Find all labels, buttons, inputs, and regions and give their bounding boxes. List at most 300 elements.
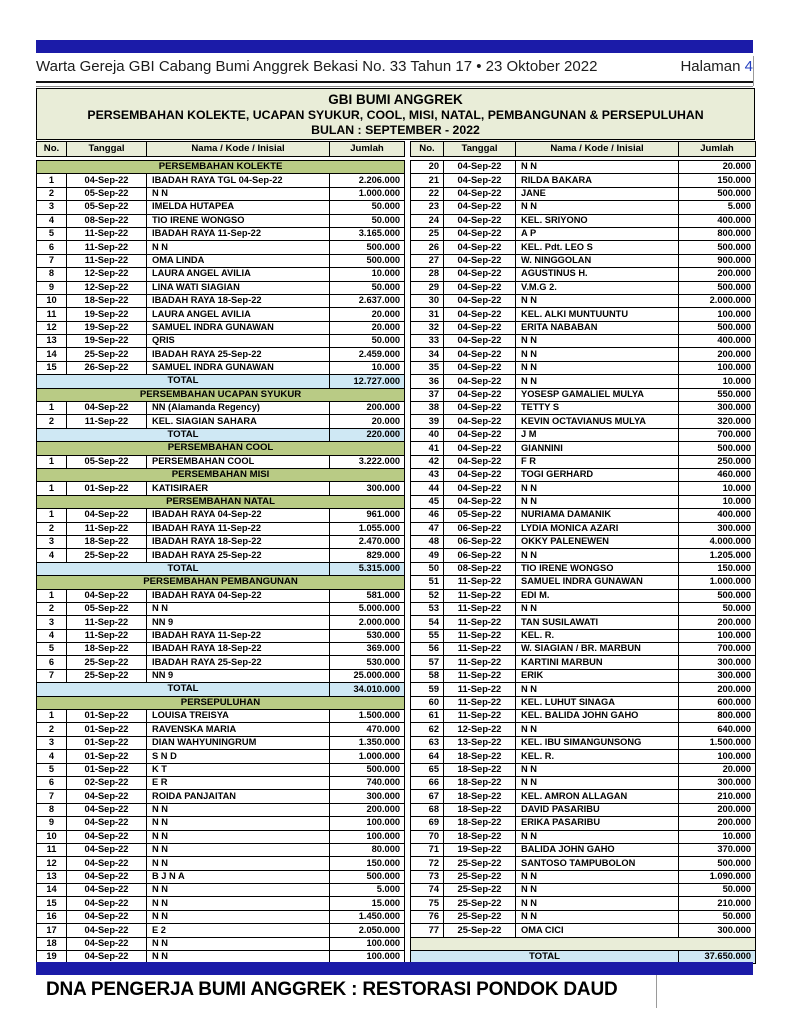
church-name: GBI BUMI ANGGREK <box>328 91 463 107</box>
row-number: 66 <box>411 776 444 789</box>
row-date: 04-Sep-22 <box>444 308 516 321</box>
row-number: 65 <box>411 763 444 776</box>
row-number: 75 <box>411 897 444 910</box>
row-date: 19-Sep-22 <box>444 843 516 856</box>
row-name: N N <box>516 897 679 910</box>
row-number: 48 <box>411 535 444 548</box>
row-name: A P <box>516 227 679 240</box>
row-number: 31 <box>411 308 444 321</box>
row-date: 06-Sep-22 <box>444 535 516 548</box>
scan-artifact-line-top <box>753 56 754 86</box>
row-date: 04-Sep-22 <box>67 937 147 950</box>
row-date: 01-Sep-22 <box>67 710 147 723</box>
row-amount: 2.470.000 <box>330 535 405 548</box>
row-name: ERIKA PASARIBU <box>516 817 679 830</box>
row-amount: 400.000 <box>679 509 756 522</box>
table-row <box>411 723 756 736</box>
row-amount: 1.000.000 <box>679 576 756 589</box>
section-header-row <box>37 161 405 174</box>
row-date: 11-Sep-22 <box>444 643 516 656</box>
row-date: 01-Sep-22 <box>67 482 147 495</box>
row-amount: 3.165.000 <box>330 227 405 240</box>
row-number: 4 <box>37 214 67 227</box>
row-number: 72 <box>411 857 444 870</box>
row-number: 29 <box>411 281 444 294</box>
row-amount: 10.000 <box>679 495 756 508</box>
row-name: IBADAH RAYA 18-Sep-22 <box>147 643 330 656</box>
row-date: 04-Sep-22 <box>67 951 147 964</box>
table-row <box>37 616 405 629</box>
row-number: 3 <box>37 535 67 548</box>
col-no: No. <box>37 142 67 157</box>
row-number: 40 <box>411 428 444 441</box>
row-amount: 150.000 <box>679 174 756 187</box>
row-amount: 2.637.000 <box>330 294 405 307</box>
row-date: 19-Sep-22 <box>67 308 147 321</box>
table-row <box>37 187 405 200</box>
row-amount: 530.000 <box>330 629 405 642</box>
row-amount: 100.000 <box>679 361 756 374</box>
row-number: 56 <box>411 643 444 656</box>
row-amount: 100.000 <box>679 629 756 642</box>
table-row <box>37 857 405 870</box>
row-date: 13-Sep-22 <box>444 736 516 749</box>
report-month: BULAN : SEPTEMBER - 2022 <box>311 122 480 137</box>
row-amount: 700.000 <box>679 428 756 441</box>
row-number: 2 <box>37 187 67 200</box>
table-row <box>411 683 756 696</box>
row-number: 4 <box>37 629 67 642</box>
table-row <box>37 763 405 776</box>
row-number: 74 <box>411 884 444 897</box>
report-title-block <box>36 88 755 140</box>
row-name: KEVIN OCTAVIANUS MULYA <box>516 415 679 428</box>
row-amount: 700.000 <box>679 643 756 656</box>
row-number: 41 <box>411 442 444 455</box>
table-row <box>411 468 756 481</box>
row-name: N N <box>147 843 330 856</box>
row-number: 26 <box>411 241 444 254</box>
row-number: 1 <box>37 174 67 187</box>
table-row <box>37 830 405 843</box>
row-date: 18-Sep-22 <box>67 535 147 548</box>
row-name: DAVID PASARIBU <box>516 803 679 816</box>
table-row <box>37 937 405 950</box>
row-number: 30 <box>411 294 444 307</box>
left-table-header <box>36 141 405 157</box>
table-row <box>37 817 405 830</box>
row-date: 04-Sep-22 <box>444 348 516 361</box>
row-amount: 300.000 <box>679 402 756 415</box>
row-number: 47 <box>411 522 444 535</box>
row-name: SAMUEL INDRA GUNAWAN <box>147 361 330 374</box>
row-amount: 20.000 <box>679 763 756 776</box>
table-row <box>411 656 756 669</box>
table-row <box>37 924 405 937</box>
row-amount: 530.000 <box>330 656 405 669</box>
table-row <box>411 776 756 789</box>
row-name: N N <box>516 830 679 843</box>
row-name: N N <box>516 884 679 897</box>
table-row <box>411 669 756 682</box>
row-number: 25 <box>411 227 444 240</box>
row-amount: 961.000 <box>330 509 405 522</box>
row-number: 27 <box>411 254 444 267</box>
row-number: 11 <box>37 308 67 321</box>
row-amount: 640.000 <box>679 723 756 736</box>
row-date: 04-Sep-22 <box>67 884 147 897</box>
row-name: IBADAH RAYA 25-Sep-22 <box>147 656 330 669</box>
row-name: N N <box>516 482 679 495</box>
row-date: 06-Sep-22 <box>444 549 516 562</box>
row-name: SAMUEL INDRA GUNAWAN <box>516 576 679 589</box>
row-amount: 20.000 <box>679 161 756 174</box>
table-row <box>411 696 756 709</box>
section-header-row <box>37 468 405 481</box>
total-amount: 5.315.000 <box>330 562 405 575</box>
row-date: 04-Sep-22 <box>444 415 516 428</box>
row-amount: 829.000 <box>330 549 405 562</box>
row-name: YOSESP GAMALIEL MULYA <box>516 388 679 401</box>
row-name: LAURA ANGEL AVILIA <box>147 308 330 321</box>
row-amount: 300.000 <box>679 776 756 789</box>
row-amount: 1.500.000 <box>679 736 756 749</box>
row-date: 05-Sep-22 <box>67 187 147 200</box>
page-number-value: 4 <box>744 58 753 75</box>
row-amount: 320.000 <box>679 415 756 428</box>
row-number: 35 <box>411 361 444 374</box>
left-table-body <box>36 160 405 964</box>
row-date: 04-Sep-22 <box>67 402 147 415</box>
row-number: 59 <box>411 683 444 696</box>
row-name: RILDA BAKARA <box>516 174 679 187</box>
header-rule-thin <box>36 86 753 87</box>
row-amount: 10.000 <box>330 268 405 281</box>
row-date: 25-Sep-22 <box>444 870 516 883</box>
row-amount: 1.500.000 <box>330 710 405 723</box>
row-number: 21 <box>411 174 444 187</box>
row-number: 7 <box>37 669 67 682</box>
table-row <box>411 884 756 897</box>
row-date: 11-Sep-22 <box>67 616 147 629</box>
row-date: 04-Sep-22 <box>444 375 516 388</box>
row-number: 9 <box>37 281 67 294</box>
row-date: 11-Sep-22 <box>67 629 147 642</box>
row-name: W. SIAGIAN / BR. MARBUN <box>516 643 679 656</box>
row-amount: 25.000.000 <box>330 669 405 682</box>
row-name: S N D <box>147 750 330 763</box>
row-name: KEL. BALIDA JOHN GAHO <box>516 710 679 723</box>
table-row <box>411 830 756 843</box>
row-number: 39 <box>411 415 444 428</box>
row-amount: 20.000 <box>330 415 405 428</box>
row-amount: 2.000.000 <box>679 294 756 307</box>
row-date: 11-Sep-22 <box>67 254 147 267</box>
row-name: N N <box>516 683 679 696</box>
row-number: 1 <box>37 482 67 495</box>
table-row <box>411 402 756 415</box>
row-name: NN 9 <box>147 616 330 629</box>
row-amount: 50.000 <box>679 602 756 615</box>
row-date: 12-Sep-22 <box>67 268 147 281</box>
row-date: 02-Sep-22 <box>67 776 147 789</box>
table-row <box>411 335 756 348</box>
row-amount: 600.000 <box>679 696 756 709</box>
table-row <box>411 428 756 441</box>
row-name: N N <box>147 910 330 923</box>
row-name: GIANNINI <box>516 442 679 455</box>
row-name: KEL. LUHUT SINAGA <box>516 696 679 709</box>
table-row <box>411 736 756 749</box>
row-number: 73 <box>411 870 444 883</box>
row-date: 11-Sep-22 <box>67 415 147 428</box>
row-number: 10 <box>37 294 67 307</box>
total-amount: 220.000 <box>330 428 405 441</box>
row-amount: 3.222.000 <box>330 455 405 468</box>
row-amount: 2.000.000 <box>330 616 405 629</box>
row-amount: 200.000 <box>679 348 756 361</box>
total-label: TOTAL <box>37 562 330 575</box>
row-name: ERIK <box>516 669 679 682</box>
row-name: IBADAH RAYA 04-Sep-22 <box>147 589 330 602</box>
row-date: 11-Sep-22 <box>444 629 516 642</box>
table-row <box>411 361 756 374</box>
row-amount: 500.000 <box>330 870 405 883</box>
total-row <box>37 683 405 696</box>
row-amount: 50.000 <box>330 335 405 348</box>
row-date: 04-Sep-22 <box>444 227 516 240</box>
header-rule-thick <box>36 81 753 83</box>
row-number: 2 <box>37 723 67 736</box>
row-date: 04-Sep-22 <box>444 268 516 281</box>
table-row <box>37 361 405 374</box>
row-name: KEL. AMRON ALLAGAN <box>516 790 679 803</box>
row-date: 11-Sep-22 <box>444 656 516 669</box>
row-name: E 2 <box>147 924 330 937</box>
table-row <box>411 348 756 361</box>
row-amount: 4.000.000 <box>679 535 756 548</box>
row-amount: 500.000 <box>679 241 756 254</box>
table-row <box>411 227 756 240</box>
row-number: 69 <box>411 817 444 830</box>
row-name: PERSEMBAHAN COOL <box>147 455 330 468</box>
row-amount: 1.350.000 <box>330 736 405 749</box>
section-title: PERSEMBAHAN MISI <box>37 468 405 481</box>
row-amount: 210.000 <box>679 897 756 910</box>
row-number: 42 <box>411 455 444 468</box>
row-number: 3 <box>37 736 67 749</box>
table-row <box>37 790 405 803</box>
row-amount: 200.000 <box>330 402 405 415</box>
row-number: 38 <box>411 402 444 415</box>
row-number: 33 <box>411 335 444 348</box>
table-row <box>411 589 756 602</box>
row-name: TOGI GERHARD <box>516 468 679 481</box>
table-row <box>411 843 756 856</box>
row-amount: 200.000 <box>679 817 756 830</box>
row-number: 2 <box>37 602 67 615</box>
row-name: N N <box>516 602 679 615</box>
total-amount: 37.650.000 <box>679 951 756 964</box>
row-date: 04-Sep-22 <box>444 428 516 441</box>
row-date: 25-Sep-22 <box>444 884 516 897</box>
row-date: 04-Sep-22 <box>67 509 147 522</box>
row-amount: 2.459.000 <box>330 348 405 361</box>
row-amount: 5.000 <box>330 884 405 897</box>
table-row <box>411 201 756 214</box>
row-date: 01-Sep-22 <box>67 736 147 749</box>
row-name: LAURA ANGEL AVILIA <box>147 268 330 281</box>
row-date: 11-Sep-22 <box>67 522 147 535</box>
table-row <box>37 214 405 227</box>
row-date: 06-Sep-22 <box>444 522 516 535</box>
row-number: 22 <box>411 187 444 200</box>
col-nama: Nama / Kode / Inisial <box>516 142 679 157</box>
row-name: ROIDA PANJAITAN <box>147 790 330 803</box>
row-amount: 200.000 <box>679 616 756 629</box>
row-amount: 800.000 <box>679 227 756 240</box>
row-date: 18-Sep-22 <box>444 817 516 830</box>
table-row <box>37 843 405 856</box>
row-date: 04-Sep-22 <box>444 468 516 481</box>
table-row <box>37 522 405 535</box>
row-amount: 10.000 <box>679 375 756 388</box>
row-number: 45 <box>411 495 444 508</box>
row-name: N N <box>147 803 330 816</box>
row-name: SANTOSO TAMPUBOLON <box>516 857 679 870</box>
table-row <box>37 643 405 656</box>
table-row <box>37 509 405 522</box>
row-amount: 150.000 <box>679 562 756 575</box>
row-number: 14 <box>37 348 67 361</box>
row-name: NN (Alamanda Regency) <box>147 402 330 415</box>
row-date: 04-Sep-22 <box>67 589 147 602</box>
row-date: 08-Sep-22 <box>67 214 147 227</box>
row-name: QRIS <box>147 335 330 348</box>
row-amount: 500.000 <box>679 281 756 294</box>
row-date: 04-Sep-22 <box>67 843 147 856</box>
row-name: TETTY S <box>516 402 679 415</box>
row-number: 63 <box>411 736 444 749</box>
table-row <box>411 442 756 455</box>
row-number: 8 <box>37 268 67 281</box>
row-name: N N <box>516 763 679 776</box>
row-name: IMELDA HUTAPEA <box>147 201 330 214</box>
masthead-title: Warta Gereja GBI Cabang Bumi Anggrek Bekasi No. 33 Tahun 17 • 23 Oktober 2022 <box>36 58 598 75</box>
row-amount: 20.000 <box>330 308 405 321</box>
total-label: TOTAL <box>37 375 330 388</box>
row-date: 19-Sep-22 <box>67 335 147 348</box>
table-row <box>411 375 756 388</box>
row-name: IBADAH RAYA 25-Sep-22 <box>147 549 330 562</box>
table-row <box>37 268 405 281</box>
row-number: 54 <box>411 616 444 629</box>
row-name: K T <box>147 763 330 776</box>
row-name: IBADAH RAYA 11-Sep-22 <box>147 522 330 535</box>
row-amount: 150.000 <box>330 857 405 870</box>
table-row <box>411 562 756 575</box>
table-row <box>411 910 756 923</box>
row-name: OMA CICI <box>516 924 679 937</box>
row-name: N N <box>147 602 330 615</box>
table-row <box>37 294 405 307</box>
row-amount: 300.000 <box>330 482 405 495</box>
table-row <box>411 790 756 803</box>
table-row <box>411 857 756 870</box>
row-date: 08-Sep-22 <box>444 562 516 575</box>
row-date: 18-Sep-22 <box>444 750 516 763</box>
row-number: 36 <box>411 375 444 388</box>
row-name: NURIAMA DAMANIK <box>516 509 679 522</box>
row-date: 25-Sep-22 <box>444 897 516 910</box>
row-amount: 50.000 <box>679 910 756 923</box>
row-number: 7 <box>37 790 67 803</box>
row-amount: 250.000 <box>679 455 756 468</box>
row-date: 04-Sep-22 <box>67 857 147 870</box>
table-row <box>411 817 756 830</box>
row-date: 04-Sep-22 <box>444 402 516 415</box>
row-date: 04-Sep-22 <box>67 174 147 187</box>
total-row <box>37 375 405 388</box>
row-date: 25-Sep-22 <box>444 857 516 870</box>
table-row <box>37 870 405 883</box>
row-name: LOUISA TREISYA <box>147 710 330 723</box>
row-amount: 210.000 <box>679 790 756 803</box>
row-number: 10 <box>37 830 67 843</box>
section-header-row <box>37 576 405 589</box>
row-date: 01-Sep-22 <box>67 750 147 763</box>
col-jumlah: Jumlah <box>330 142 405 157</box>
section-header-row <box>37 442 405 455</box>
row-name: IBADAH RAYA 18-Sep-22 <box>147 535 330 548</box>
row-number: 1 <box>37 509 67 522</box>
row-date: 18-Sep-22 <box>444 790 516 803</box>
row-number: 3 <box>37 201 67 214</box>
row-name: LINA WATI SIAGIAN <box>147 281 330 294</box>
table-row <box>411 254 756 267</box>
row-amount: 581.000 <box>330 589 405 602</box>
row-amount: 470.000 <box>330 723 405 736</box>
row-amount: 100.000 <box>679 750 756 763</box>
row-number: 67 <box>411 790 444 803</box>
table-row <box>411 643 756 656</box>
row-number: 19 <box>37 951 67 964</box>
row-name: V.M.G 2. <box>516 281 679 294</box>
page-number: Halaman 4 <box>680 58 753 75</box>
row-name: KEL. R. <box>516 629 679 642</box>
section-title: PERSEMBAHAN COOL <box>37 442 405 455</box>
table-row <box>411 576 756 589</box>
row-date: 04-Sep-22 <box>67 817 147 830</box>
row-name: IBADAH RAYA 11-Sep-22 <box>147 629 330 642</box>
table-row <box>411 602 756 615</box>
row-date: 04-Sep-22 <box>444 161 516 174</box>
table-row <box>411 241 756 254</box>
col-no: No. <box>411 142 444 157</box>
row-date: 25-Sep-22 <box>444 924 516 937</box>
section-title: PERSEMBAHAN UCAPAN SYUKUR <box>37 388 405 401</box>
row-number: 5 <box>37 763 67 776</box>
row-date: 04-Sep-22 <box>444 201 516 214</box>
right-table-header <box>410 141 756 157</box>
row-date: 04-Sep-22 <box>444 241 516 254</box>
row-date: 25-Sep-22 <box>444 910 516 923</box>
table-row <box>37 402 405 415</box>
row-name: N N <box>147 884 330 897</box>
row-number: 43 <box>411 468 444 481</box>
table-row <box>411 415 756 428</box>
row-date: 25-Sep-22 <box>67 656 147 669</box>
